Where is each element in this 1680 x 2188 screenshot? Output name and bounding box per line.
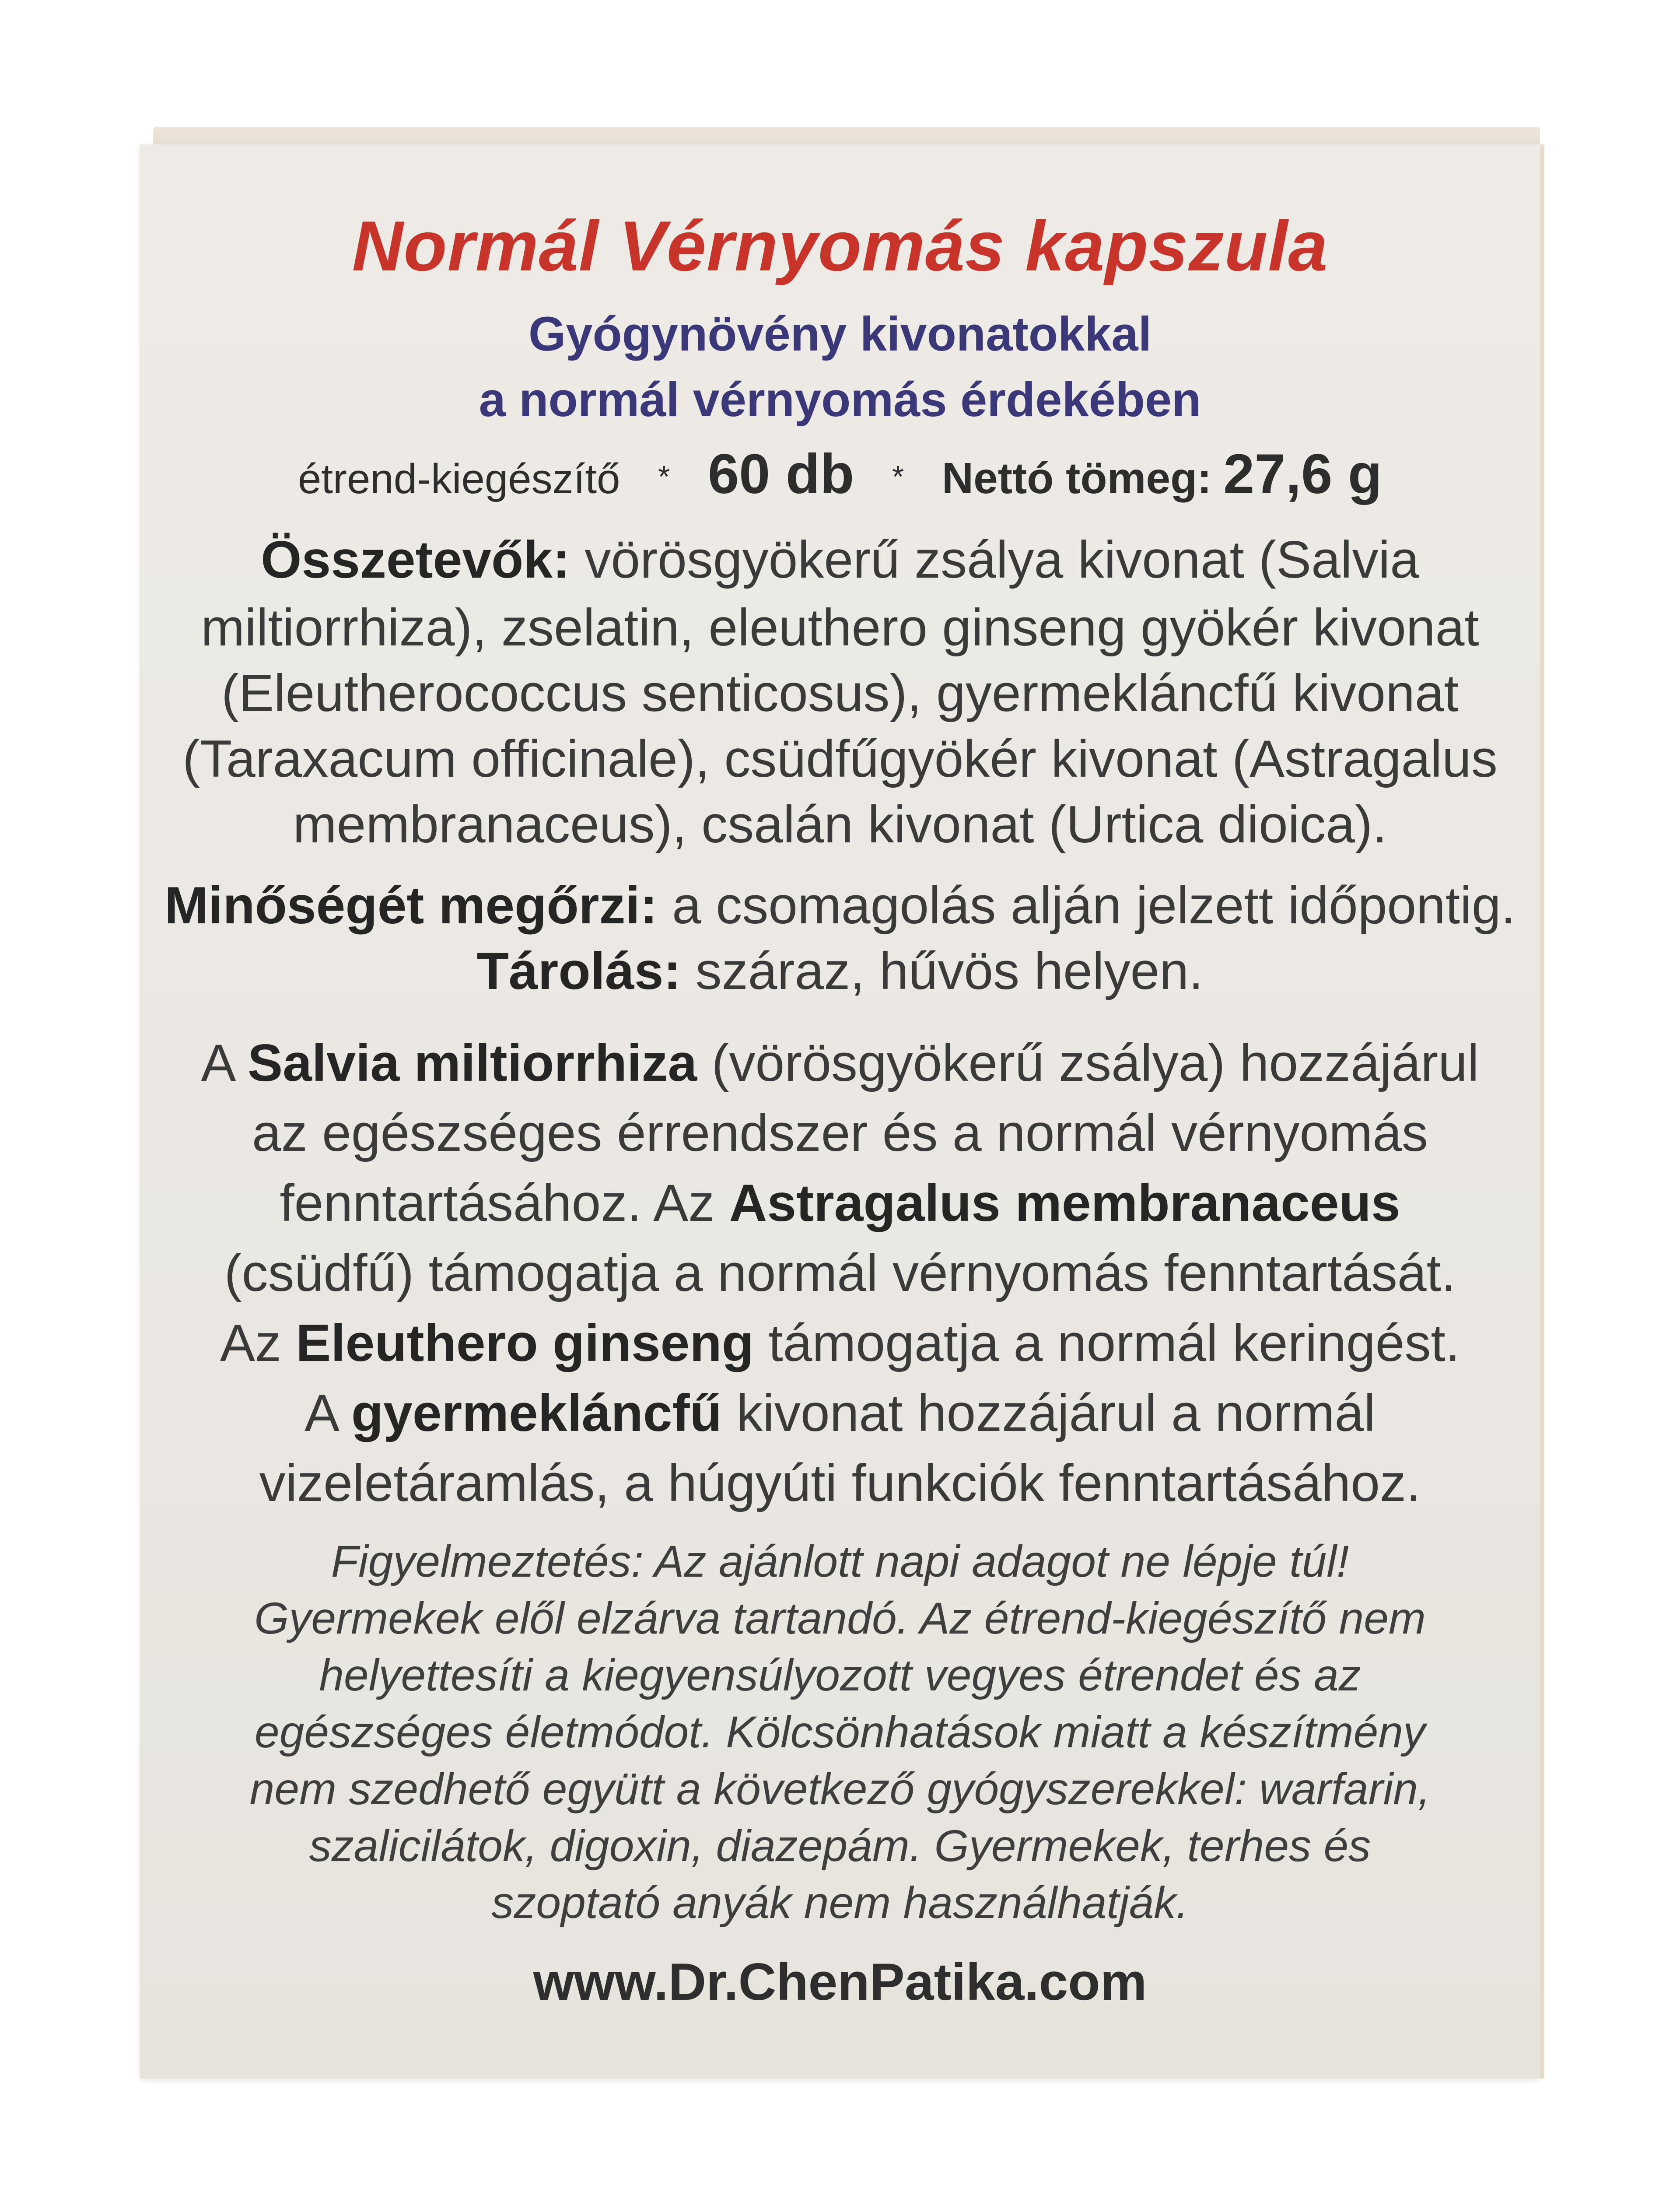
product-subtitle-line1: Gyógynövény kivonatokkal xyxy=(528,307,1152,361)
ingredients-text: vörösgyökerű zsálya kivonat (Salvia xyxy=(584,530,1419,589)
website-url: www.Dr.ChenPatika.com xyxy=(533,1953,1147,2011)
product-type: étrend-kiegészítő xyxy=(298,456,620,502)
product-title: Normál Vérnyomás kapszula xyxy=(352,207,1328,286)
claim-text: kivonat hozzájárul a normál xyxy=(736,1384,1376,1442)
claim-text: A xyxy=(304,1384,337,1442)
claim-text: támogatja a normál keringést. xyxy=(768,1314,1460,1372)
claim-line: vizeletáramlás, a húgyúti funkciók fenntartásához. xyxy=(259,1454,1421,1512)
claim-line xyxy=(140,1313,1540,1373)
storage-label: Tárolás: xyxy=(476,942,681,1000)
separator-star: * xyxy=(658,459,670,494)
best-before-text: a csomagolás alján jelzett időpontig. xyxy=(672,876,1516,935)
warning-line: Figyelmeztetés: Az ajánlott napi adagot ne lépje túl! xyxy=(331,1536,1349,1586)
best-before-label: Minőségét megőrzi: xyxy=(164,876,658,935)
net-weight-label: Nettó tömeg: xyxy=(942,454,1212,503)
claim-line xyxy=(140,1033,1540,1093)
ingredients-line: membranaceus), csalán kivonat (Urtica dioica). xyxy=(293,795,1387,854)
claim-text: (vörösgyökerű zsálya) hozzájárul xyxy=(711,1034,1479,1092)
claim-line: az egészséges érrendszer és a normál vérnyomás xyxy=(252,1104,1428,1162)
warning-line: egészséges életmódot. Kölcsönhatások miatt a készítmény xyxy=(254,1707,1426,1757)
storage-line xyxy=(140,941,1540,1001)
product-meta xyxy=(140,442,1540,506)
best-before-line xyxy=(140,875,1540,936)
claim-line xyxy=(140,1173,1540,1233)
warning-line: nem szedhető együtt a következő gyógyszerekkel: warfarin, xyxy=(249,1764,1431,1814)
claim-text: A xyxy=(201,1034,233,1092)
ingredients-line xyxy=(140,529,1540,590)
claim-text: Az xyxy=(220,1314,281,1372)
claim-ingredient: Astragalus membranaceus xyxy=(729,1174,1400,1232)
warning-line: helyettesíti a kiegyensúlyozott vegyes étrendet és az xyxy=(319,1650,1361,1700)
ingredients-line: (Taraxacum officinale), csüdfűgyökér kivonat (Astragalus xyxy=(182,729,1498,788)
claim-ingredient: Salvia miltiorrhiza xyxy=(248,1034,697,1092)
warning-line: Gyermekek elől elzárva tartandó. Az étrend-kiegészítő nem xyxy=(254,1593,1426,1643)
warning-line: szoptató anyák nem használhatják. xyxy=(491,1878,1189,1928)
claim-text: fenntartásához. Az xyxy=(280,1174,715,1232)
claim-line xyxy=(140,1383,1540,1443)
claim-line: (csüdfű) támogatja a normál vérnyomás fenntartását. xyxy=(224,1244,1456,1302)
capsule-count: 60 db xyxy=(707,443,854,505)
net-weight-value: 27,6 g xyxy=(1223,443,1382,505)
product-subtitle-line2: a normál vérnyomás érdekében xyxy=(479,373,1201,427)
ingredients-line: (Eleutherococcus senticosus), gyermekláncfű kivonat xyxy=(221,664,1459,722)
warning-line: szalicilátok, digoxin, diazepám. Gyermekek, terhes és xyxy=(309,1821,1371,1871)
separator-star: * xyxy=(892,459,904,494)
ingredients-line: miltiorrhiza), zselatin, eleuthero ginseng gyökér kivonat xyxy=(201,598,1479,657)
claim-ingredient: Eleuthero ginseng xyxy=(296,1314,754,1372)
claim-ingredient: gyermekláncfű xyxy=(351,1384,722,1442)
ingredients-label: Összetevők: xyxy=(261,530,570,589)
storage-text: száraz, hűvös helyen. xyxy=(695,942,1204,1000)
